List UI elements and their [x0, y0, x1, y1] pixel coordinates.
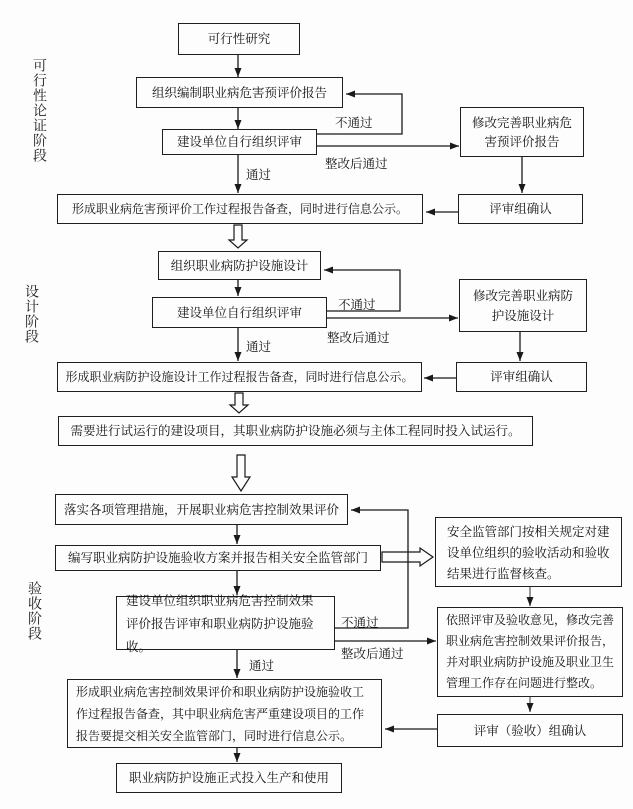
- hollow-arrow-phase1-to-phase2: [229, 225, 247, 248]
- box-review-confirm-2: 评审组确认: [456, 362, 587, 392]
- box-archive-2: 形成职业病防护设施设计工作过程报告备查，同时进行信息公示。: [57, 362, 422, 392]
- box-org-acceptance: 建设单位组织职业病危害控制效果评价报告评审和职业病防护设施验收。: [116, 596, 335, 650]
- hollow-arrow-trial-to-phase3: [232, 455, 250, 491]
- edge-label-fixpass-3: 整改后通过: [341, 646, 404, 661]
- box-revise-pre-eval: 修改完善职业病危害预评价报告: [460, 107, 584, 157]
- box-trial-run: 需要进行试运行的建设项目，其职业病防护设施必须与主体工程同时投入试运行。: [58, 416, 533, 446]
- phase-label-acceptance: 验收阶段: [26, 581, 42, 641]
- edge-label-notpass-3: 不通过: [341, 615, 379, 630]
- box-archive-3: 形成职业病危害控制效果评价和职业病防护设施验收工作过程报告备查，其中职业病危害严重建设项目的工作报告要提交相关安全监管部门，同时进行信息公示。: [67, 679, 382, 748]
- hollow-arrow-archive2-to-trial: [230, 393, 248, 413]
- box-revise-design: 修改完善职业病防护设施设计: [459, 279, 587, 332]
- edge-label-fixpass-1: 整改后通过: [325, 156, 388, 171]
- edge-label-pass-1: 通过: [246, 167, 272, 182]
- box-acceptance-plan: 编写职业病防护设施验收方案并报告相关安全监管部门: [55, 545, 381, 571]
- edge-label-fixpass-2: 整改后通过: [327, 330, 390, 345]
- phase-label-design: 设计阶段: [23, 284, 39, 344]
- box-feasibility-study: 可行性研究: [178, 23, 300, 55]
- phase-label-feasibility: 可行性论证阶段: [31, 58, 47, 163]
- edge-label-notpass-2: 不通过: [338, 297, 376, 312]
- box-review-confirm-1: 评审组确认: [458, 194, 583, 224]
- box-self-review-1: 建设单位自行组织评审: [162, 129, 317, 155]
- box-design-org: 组织职业病防护设施设计: [158, 251, 321, 280]
- edge-label-notpass-1: 不通过: [335, 115, 373, 130]
- box-self-review-2: 建设单位自行组织评审: [152, 297, 327, 328]
- box-supervise-check: 安全监管部门按相关规定对建设单位组织的验收活动和验收结果进行监督核查。: [435, 517, 622, 587]
- box-acceptance-confirm: 评审（验收）组确认: [437, 714, 623, 747]
- box-production-use: 职业病防护设施正式投入生产和使用: [116, 763, 342, 793]
- box-revise-control-report: 依照评审及验收意见，修改完善职业病危害控制效果评价报告，并对职业病防护设施及职业卫生管理工作存在问题进行整改。: [437, 607, 623, 697]
- edge-label-pass-3: 通过: [249, 658, 275, 673]
- box-pre-eval-report: 组织编制职业病危害预评价报告: [136, 77, 343, 108]
- box-implement-measures: 落实各项管理措施，开展职业病危害控制效果评价: [55, 494, 348, 525]
- edge-label-pass-2: 通过: [246, 339, 272, 354]
- box-archive-1: 形成职业病危害预评价工作过程报告备查，同时进行信息公示。: [57, 194, 423, 224]
